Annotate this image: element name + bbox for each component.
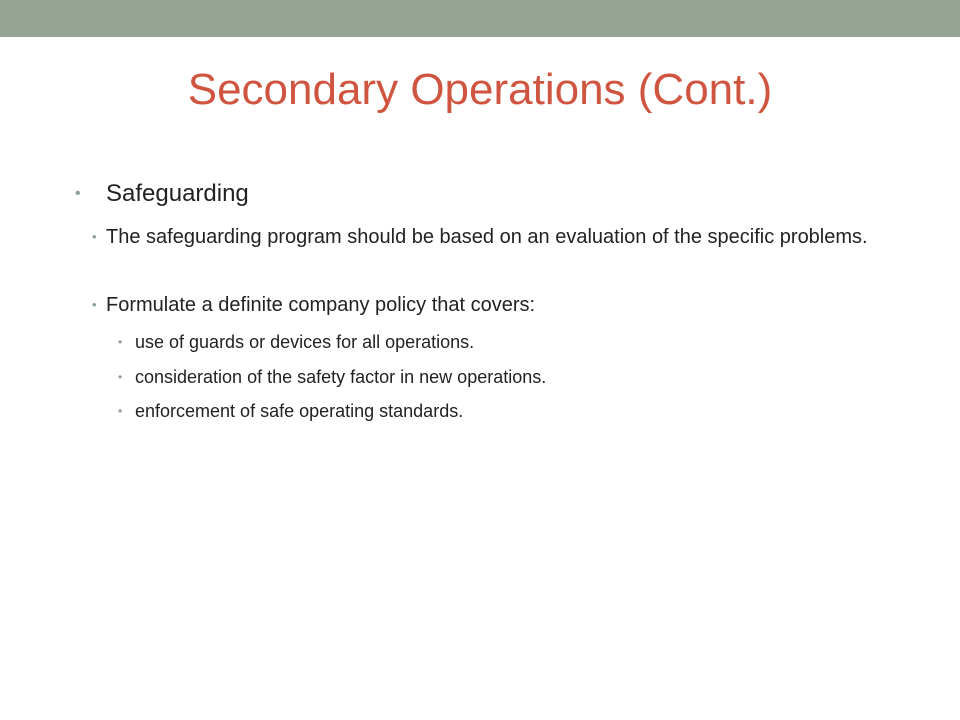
bullet-text: consideration of the safety factor in new operations.	[135, 367, 547, 387]
bullet-text: enforcement of safe operating standards.	[135, 401, 464, 421]
bullet-icon: •	[92, 297, 97, 312]
sub-bullet-item-guards	[118, 330, 895, 354]
bullet-text: The safeguarding program should be based on an evaluation of the specific problems.	[106, 226, 868, 248]
bullet-item-evaluation	[92, 223, 906, 251]
bullet-icon: •	[92, 229, 97, 244]
slide-title: Secondary Operations (Cont.)	[187, 65, 773, 114]
bullet-item-policy	[92, 291, 906, 319]
bullet-icon: •	[118, 335, 123, 349]
bullet-text: Formulate a definite company policy that covers:	[106, 294, 536, 316]
bullet-text: Safeguarding	[106, 180, 249, 207]
sub-bullet-item-enforcement	[118, 399, 895, 423]
bullet-text: use of guards or devices for all operations.	[135, 332, 475, 352]
bullet-icon: •	[118, 370, 123, 384]
bullet-item-safeguarding	[75, 178, 906, 210]
bullet-icon: •	[118, 404, 123, 418]
sub-bullet-item-safety-factor	[118, 365, 895, 389]
bullet-icon: •	[75, 185, 81, 202]
